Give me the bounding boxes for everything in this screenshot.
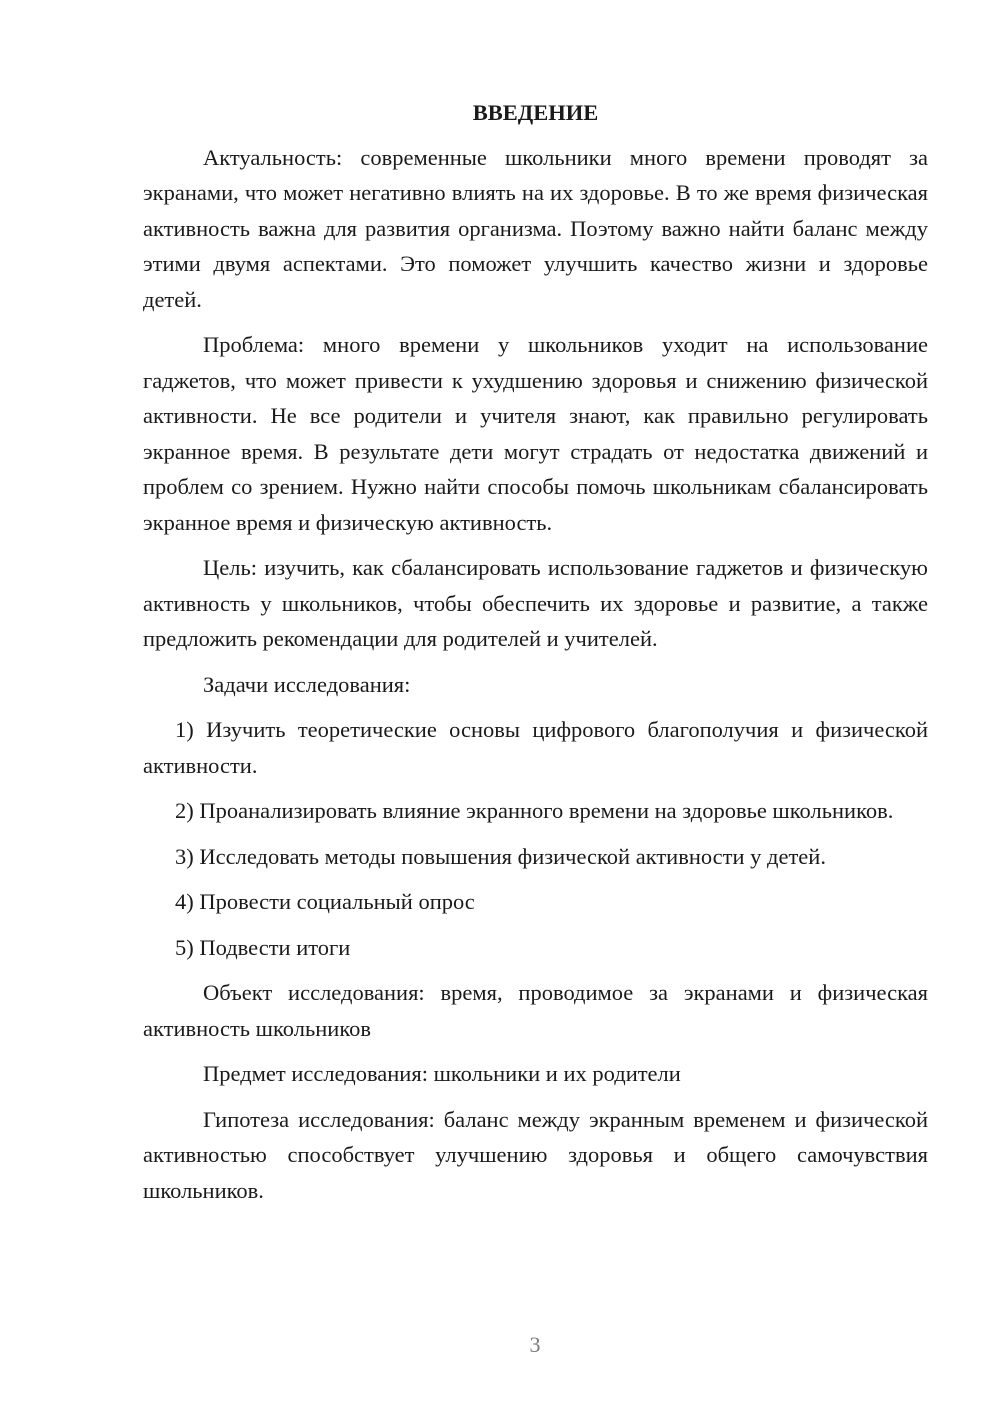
problem-paragraph: Проблема: много времени у школьников уходит на использование гаджетов, что может привести к ухудшению здоровья и снижению физической активности. Не все родители и учителя знают, как правильно регулировать экранное время. В результате дети могут страдать от недостатка движений и проблем со зрением. Нужно найти способы помочь школьникам сбалансировать экранное время и физическую активность. bbox=[143, 332, 928, 535]
goal-paragraph: Цель: изучить, как сбалансировать использование гаджетов и физическую активность у школьников, чтобы обеспечить их здоровье и развитие, а также предложить рекомендации для родителей и учителей. bbox=[143, 555, 928, 651]
relevance-paragraph: Актуальность: современные школьники много времени проводят за экранами, что может негативно влиять на их здоровье. В то же время физическая активность важна для развития организма. Поэтому важно найти баланс между этими двумя аспектами. Это поможет улучшить качество жизни и здоровье детей. bbox=[143, 144, 928, 312]
task-item-3: 3) Исследовать методы повышения физической активности у детей. bbox=[175, 843, 826, 869]
page-content bbox=[143, 95, 928, 1218]
tasks-title: Задачи исследования: bbox=[203, 671, 411, 697]
task-item-1: 1) Изучить теоретические основы цифрового благополучия и физической активности. bbox=[143, 717, 928, 778]
task-item-2: 2) Проанализировать влияние экранного времени на здоровье школьников. bbox=[175, 798, 894, 823]
task-item-4: 4) Провести социальный опрос bbox=[175, 889, 475, 914]
hypothesis-paragraph: Гипотеза исследования: баланс между экранным временем и физической активностью способствует улучшению здоровья и общего самочувствия школьников. bbox=[143, 1106, 928, 1203]
object-paragraph: Объект исследования: время, проводимое за экранами и физическая активность школьников bbox=[143, 980, 928, 1041]
section-heading: ВВЕДЕНИЕ bbox=[472, 100, 599, 125]
task-item-5: 5) Подвести итоги bbox=[175, 934, 351, 960]
subject-paragraph: Предмет исследования: школьники и их родители bbox=[203, 1061, 681, 1086]
page-number: 3 bbox=[529, 1332, 541, 1357]
